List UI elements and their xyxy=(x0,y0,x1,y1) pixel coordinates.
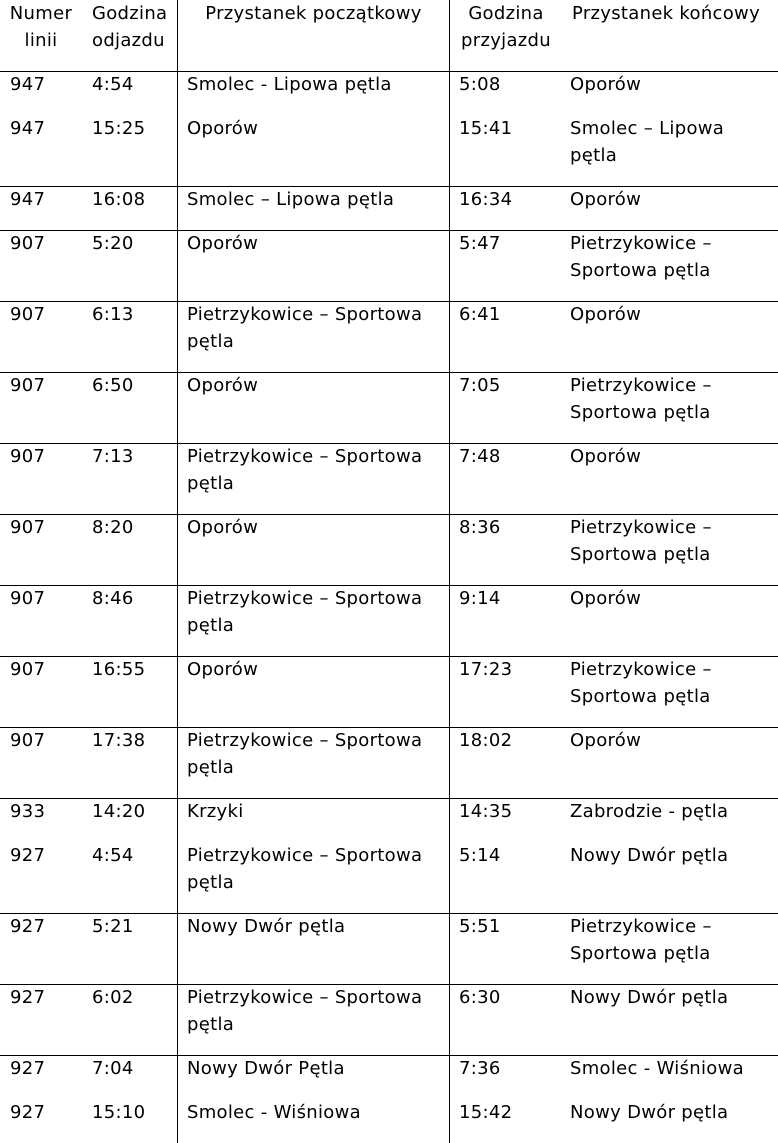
cell-departure: 4:54 xyxy=(92,74,134,95)
cell-start-stop: Oporów xyxy=(187,118,259,139)
cell-end-stop: Pietrzykowice – Sportowa pętla xyxy=(570,375,712,423)
cell-departure: 8:20 xyxy=(92,517,134,538)
cell-line: 907 xyxy=(10,588,46,609)
cell-departure: 15:25 xyxy=(92,118,146,139)
cell-end-stop: Oporów xyxy=(570,588,642,609)
cell-arrival: 7:48 xyxy=(459,446,501,467)
header-start-stop: Przystanek początkowy xyxy=(205,3,422,24)
column-divider xyxy=(449,0,450,1143)
cell-end-stop: Oporów xyxy=(570,304,642,325)
cell-end-stop: Pietrzykowice – Sportowa pętla xyxy=(570,233,712,281)
cell-line: 947 xyxy=(10,189,46,210)
cell-arrival: 6:41 xyxy=(459,304,501,325)
cell-start-stop: Smolec - Lipowa pętla xyxy=(187,74,392,95)
header-departure-time: Godzina odjazdu xyxy=(92,3,168,51)
cell-start-stop: Smolec – Lipowa pętla xyxy=(187,189,395,210)
cell-line: 927 xyxy=(10,916,46,937)
cell-line: 907 xyxy=(10,659,46,680)
cell-end-stop: Oporów xyxy=(570,74,642,95)
cell-departure: 14:20 xyxy=(92,801,146,822)
cell-line: 947 xyxy=(10,74,46,95)
cell-arrival: 15:41 xyxy=(459,118,513,139)
cell-start-stop: Pietrzykowice – Sportowa pętla xyxy=(187,987,423,1035)
cell-line: 907 xyxy=(10,730,46,751)
cell-start-stop: Oporów xyxy=(187,659,259,680)
cell-departure: 16:08 xyxy=(92,189,146,210)
cell-arrival: 18:02 xyxy=(459,730,513,751)
cell-arrival: 7:36 xyxy=(459,1058,501,1079)
cell-start-stop: Oporów xyxy=(187,233,259,254)
cell-start-stop: Pietrzykowice – Sportowa pętla xyxy=(187,730,423,778)
cell-line: 933 xyxy=(10,801,46,822)
cell-departure: 7:04 xyxy=(92,1058,134,1079)
cell-arrival: 15:42 xyxy=(459,1102,513,1123)
cell-end-stop: Oporów xyxy=(570,730,642,751)
cell-arrival: 5:47 xyxy=(459,233,501,254)
cell-arrival: 17:23 xyxy=(459,659,513,680)
cell-start-stop: Krzyki xyxy=(187,801,244,822)
cell-line: 927 xyxy=(10,987,46,1008)
cell-line: 907 xyxy=(10,517,46,538)
cell-line: 927 xyxy=(10,1102,46,1123)
cell-line: 947 xyxy=(10,118,46,139)
cell-start-stop: Nowy Dwór pętla xyxy=(187,916,346,937)
header-arrival-time: Godzina przyjazdu xyxy=(461,3,551,51)
header-line-number: Numer linii xyxy=(9,3,73,51)
cell-end-stop: Pietrzykowice – Sportowa pętla xyxy=(570,916,712,964)
cell-departure: 5:21 xyxy=(92,916,134,937)
cell-arrival: 8:36 xyxy=(459,517,501,538)
cell-line: 907 xyxy=(10,375,46,396)
cell-line: 927 xyxy=(10,845,46,866)
cell-departure: 15:10 xyxy=(92,1102,146,1123)
cell-start-stop: Oporów xyxy=(187,517,259,538)
cell-departure: 6:13 xyxy=(92,304,134,325)
cell-arrival: 5:51 xyxy=(459,916,501,937)
cell-line: 927 xyxy=(10,1058,46,1079)
cell-end-stop: Oporów xyxy=(570,189,642,210)
cell-end-stop: Nowy Dwór pętla xyxy=(570,845,729,866)
column-divider xyxy=(177,0,178,1143)
cell-end-stop: Zabrodzie - pętla xyxy=(570,801,729,822)
cell-departure: 6:02 xyxy=(92,987,134,1008)
cell-arrival: 7:05 xyxy=(459,375,501,396)
cell-end-stop: Oporów xyxy=(570,446,642,467)
cell-start-stop: Nowy Dwór Pętla xyxy=(187,1058,345,1079)
cell-end-stop: Pietrzykowice – Sportowa pętla xyxy=(570,517,712,565)
cell-departure: 5:20 xyxy=(92,233,134,254)
cell-end-stop: Smolec – Lipowa pętla xyxy=(570,118,725,166)
cell-end-stop: Smolec - Wiśniowa xyxy=(570,1058,744,1079)
header-end-stop: Przystanek końcowy xyxy=(572,3,761,24)
cell-end-stop: Nowy Dwór pętla xyxy=(570,987,729,1008)
cell-start-stop: Smolec - Wiśniowa xyxy=(187,1102,361,1123)
cell-arrival: 6:30 xyxy=(459,987,501,1008)
cell-line: 907 xyxy=(10,446,46,467)
cell-start-stop: Oporów xyxy=(187,375,259,396)
cell-arrival: 5:14 xyxy=(459,845,501,866)
cell-line: 907 xyxy=(10,233,46,254)
cell-arrival: 16:34 xyxy=(459,189,513,210)
cell-departure: 17:38 xyxy=(92,730,146,751)
cell-departure: 8:46 xyxy=(92,588,134,609)
cell-departure: 7:13 xyxy=(92,446,134,467)
cell-arrival: 5:08 xyxy=(459,74,501,95)
cell-end-stop: Pietrzykowice – Sportowa pętla xyxy=(570,659,712,707)
cell-departure: 16:55 xyxy=(92,659,146,680)
cell-start-stop: Pietrzykowice – Sportowa pętla xyxy=(187,588,423,636)
cell-arrival: 9:14 xyxy=(459,588,501,609)
cell-line: 907 xyxy=(10,304,46,325)
cell-departure: 4:54 xyxy=(92,845,134,866)
cell-arrival: 14:35 xyxy=(459,801,513,822)
cell-end-stop: Nowy Dwór pętla xyxy=(570,1102,729,1123)
cell-start-stop: Pietrzykowice – Sportowa pętla xyxy=(187,304,423,352)
cell-departure: 6:50 xyxy=(92,375,134,396)
cell-start-stop: Pietrzykowice – Sportowa pętla xyxy=(187,446,423,494)
cell-start-stop: Pietrzykowice – Sportowa pętla xyxy=(187,845,423,893)
